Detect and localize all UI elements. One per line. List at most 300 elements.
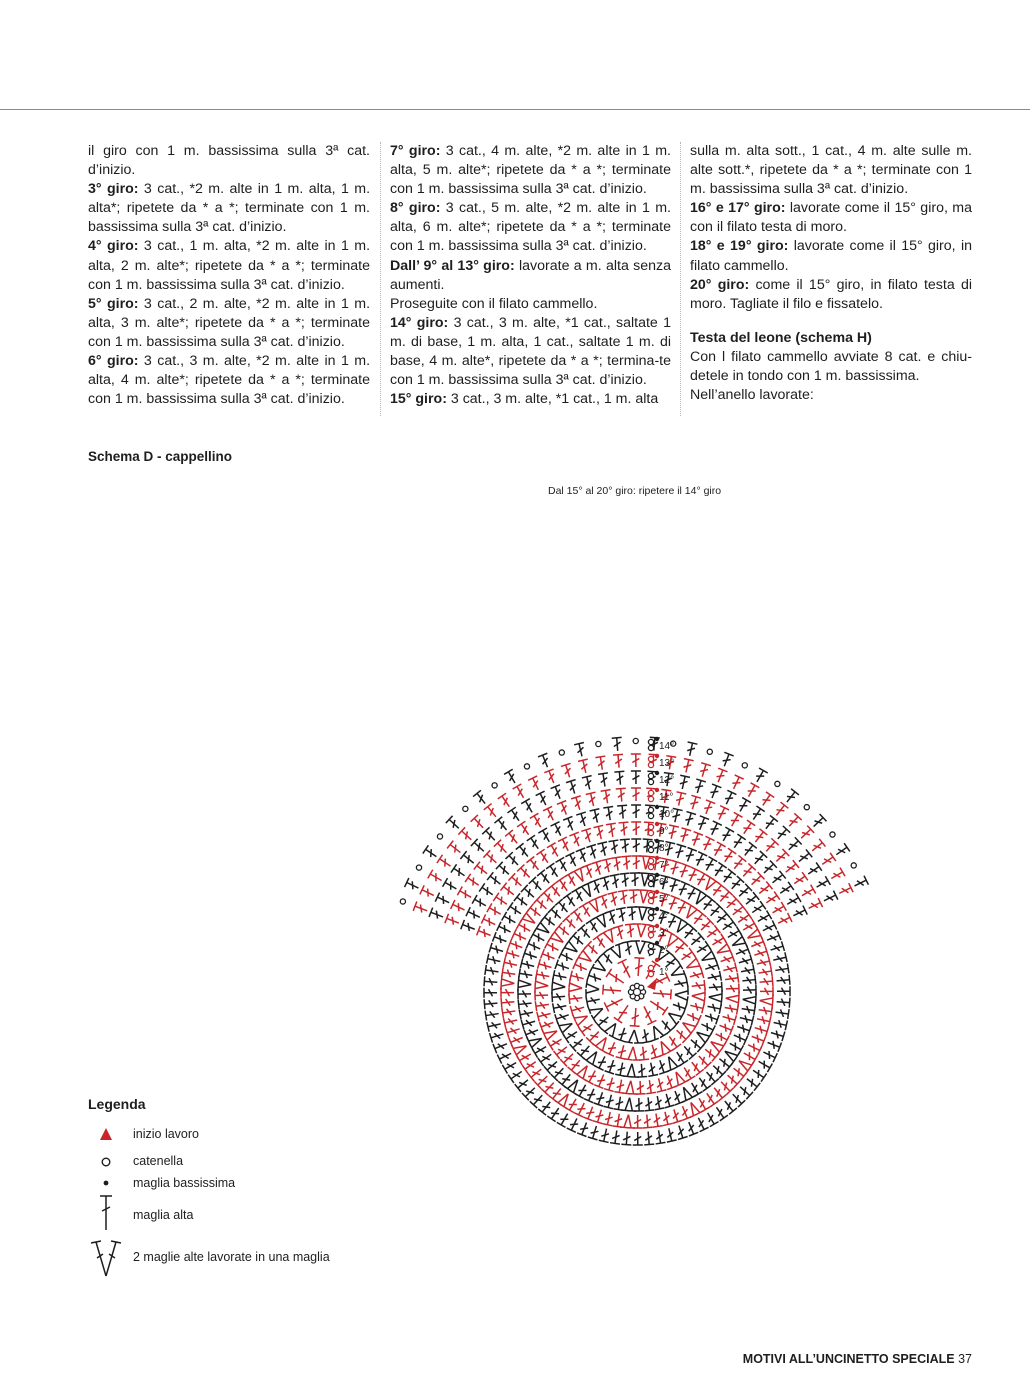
treble-stitch [599,1129,609,1143]
treble-stitch [543,806,553,820]
chain-stitch [648,898,653,903]
increase-stitch [692,989,705,1005]
treble-stitch [734,855,746,868]
treble-stitch [681,948,694,960]
treble-stitch [617,805,627,818]
treble-stitch [656,1130,666,1144]
treble-stitch [708,1004,722,1014]
treble-stitch [586,792,596,806]
treble-stitch [570,1006,584,1016]
treble-stitch [692,832,703,846]
treble-stitch [657,1078,667,1092]
treble-stitch [666,955,679,967]
treble-stitch [570,932,583,944]
treble-stitch [711,903,724,916]
treble-stitch [621,856,631,869]
treble-stitch [420,885,434,896]
instruction-paragraph [88,352,370,409]
treble-stitch [551,785,561,799]
increase-stitch [625,1030,642,1043]
chart-note: Dal 15° al 20° giro: ripetere il 14° giro [548,485,722,497]
treble-stitch [714,842,726,856]
treble-stitch [497,1053,511,1063]
treble-stitch [802,885,816,896]
treble-stitch [585,1071,596,1085]
treble-stitch [555,1014,569,1023]
treble-stitch [727,895,740,908]
treble-stitch [538,753,548,767]
treble-stitch [717,768,728,782]
increase-stitch [760,994,773,1009]
increase-stitch [675,987,688,1004]
treble-stitch [600,950,612,963]
paragraph-gap [690,314,972,329]
treble-stitch [457,887,471,899]
chain-stitch [416,865,421,870]
treble-stitch [536,791,546,805]
treble-stitch [650,1001,668,1015]
treble-stitch [606,823,616,837]
increase-stitch [501,975,514,990]
treble-stitch [777,998,790,1008]
chain-stitch [648,779,653,784]
round-heading: Dall’ 9° al 13° giro: [390,257,515,274]
treble-stitch [759,881,772,893]
treble-stitch [548,906,561,919]
treble-stitch [753,806,765,820]
treble-stitch [772,871,785,883]
increase-stitch [586,980,599,997]
treble-stitch [739,954,753,964]
treble-stitch [631,788,641,801]
chain-stitch [648,909,653,914]
instruction-paragraph [88,180,370,237]
treble-stitch [634,1098,644,1111]
treble-stitch [648,1063,658,1077]
treble-stitch [535,991,548,1001]
instruction-paragraph [690,142,972,199]
treble-stitch [582,864,592,878]
treble-stitch [545,940,559,951]
increase-stitch [623,1064,639,1077]
increase-stitch [697,1032,712,1046]
treble-stitch [621,1132,631,1145]
treble-stitch [534,1076,547,1089]
treble-stitch [692,1083,703,1097]
chain-stitch [400,899,405,904]
treble-stitch [755,1026,769,1037]
treble-stitch [502,967,516,977]
treble-stitch [513,784,524,798]
treble-stitch [576,848,586,862]
treble-stitch [794,872,808,883]
round-label: 13° [659,758,675,769]
treble-stitch [721,1082,734,1095]
round-label: 7° [659,860,669,871]
treble-stitch [824,891,838,901]
round-heading: 6° giro: [88,353,139,370]
paragraph-text: 3 cat., 2 m. alte, *2 m. alte in 1 m. alta, 3 m. alte*; ripetete da * a *; terminate con 1 m. bassissima sulla 3ª cat. d’inizio. [88,295,371,350]
treble-stitch [778,913,792,923]
treble-stitch [458,827,471,839]
treble-stitch [581,828,591,842]
treble-stitch [631,754,641,767]
increase-stitch [548,929,563,943]
start-triangle-icon [88,1124,128,1154]
text-column-1 [88,142,370,409]
increase-stitch [709,990,722,1006]
treble-stitch [484,999,497,1009]
treble-stitch [501,998,514,1008]
treble-stitch [607,892,617,906]
treble-stitch [494,817,506,830]
treble-stitch [546,863,557,877]
treble-stitch [676,844,687,858]
paragraph-text: come il 15° giro, in filato testa di moro. Tagliate il filo e fissatelo. [690,276,972,312]
treble-stitch [586,997,600,1007]
treble-stitch [482,827,495,840]
treble-stitch [674,977,688,987]
treble-stitch [625,924,635,937]
treble-stitch [755,851,767,864]
treble-stitch [498,793,509,807]
treble-stitch [563,1032,577,1043]
round-heading: 4° giro: [88,238,139,255]
round-heading: 5° giro: [88,295,139,312]
treble-stitch [613,925,623,939]
treble-stitch [673,1109,683,1123]
increase-stitch [726,991,739,1006]
treble-stitch [732,775,743,789]
treble-stitch [633,1132,643,1145]
treble-stitch [613,1097,623,1111]
treble-stitch [485,965,499,975]
treble-stitch [836,843,850,854]
treble-stitch [487,1022,501,1032]
treble-stitch [771,941,785,951]
treble-stitch [747,1079,760,1091]
treble-stitch [739,884,752,897]
treble-stitch [687,1013,701,1024]
paragraph-text: Nell’anello lavorate: [690,387,814,404]
treble-stitch [698,816,709,830]
treble-stitch [720,888,732,901]
treble-stitch [601,858,611,872]
text-column-2 [390,142,671,409]
increase-stitch [569,979,582,995]
treble-stitch [723,962,737,972]
treble-stitch [676,792,686,806]
round-label: 9° [659,826,669,837]
treble-stitch [604,999,622,1011]
treble-stitch [690,1003,704,1013]
treble-stitch [571,796,581,810]
text-column-3 [690,142,972,405]
treble-stitch [700,763,711,777]
increase-stitch [677,917,691,932]
treble-stitch [586,1032,599,1045]
round-heading: 8° giro: [390,200,441,217]
treble-stitch [502,1008,516,1018]
treble-stitch [537,1012,551,1022]
schema-title: Schema D - cappellino [88,449,233,464]
treble-stitch [428,870,442,882]
treble-stitch [548,1039,562,1050]
treble-stitch [685,812,696,826]
treble-stitch [705,960,719,969]
treble-stitch [573,960,587,971]
treble-stitch [519,1010,533,1020]
treble-stitch [725,973,739,983]
instruction-paragraph [390,142,671,199]
treble-stitch [631,771,641,784]
treble-stitch [678,900,689,914]
treble-stitch [502,912,516,924]
treble-stitch [483,850,496,862]
column-separator [680,142,681,416]
chain-stitch [648,858,653,863]
treble-stitch [722,827,734,841]
treble-stitch [557,801,567,815]
round-label: 10° [659,809,675,820]
treble-stitch [563,816,573,830]
treble-stitch [585,941,598,954]
treble-stitch [522,1088,535,1101]
treble-stitch [505,830,517,843]
treble-stitch [659,1060,668,1074]
treble-stitch [471,839,484,851]
treble-stitch [736,945,750,955]
treble-stitch [612,737,622,750]
treble-stitch [443,878,457,890]
paragraph-text: 3 cat., 5 m. alte, *2 m. alte in 1 m. alta, 6 m. alte*; ripetete da * a *; terminate con 1 m. bassissima sulla 3ª cat. d’inizio. [390,200,671,255]
round-heading: 7° giro: [390,143,441,159]
treble-stitch [527,835,538,849]
treble-stitch [745,842,757,855]
treble-stitch [671,860,682,874]
treble-stitch [577,1123,588,1137]
treble-stitch [689,1122,699,1136]
increase-stitch [602,1024,616,1039]
treble-stitch [633,1115,643,1128]
treble-stitch [479,883,493,895]
treble-stitch [744,1052,758,1064]
treble-stitch [766,891,780,902]
increase-stitch [518,976,531,991]
treble-stitch [516,920,530,932]
treble-stitch [489,943,503,954]
instruction-paragraph [690,199,972,237]
treble-stitch [577,1046,589,1059]
treble-stitch [505,948,519,959]
treble-stitch [605,1042,616,1056]
treble-stitch [530,813,541,827]
round-label: 2° [659,945,669,956]
increase-stitch [535,977,548,992]
increase-stitch [668,931,682,946]
increase-stitch [711,1042,726,1056]
slip-stitch [655,958,659,962]
round-label: 4° [659,911,669,922]
chain-stitch [463,806,468,811]
treble-stitch [497,922,511,933]
treble-stitch [723,1014,737,1025]
paragraph-text: lavorate come il 15° giro, in filato cammello. [690,238,972,274]
instruction-paragraph [690,276,972,314]
treble-stitch [603,1112,613,1126]
increase-stitch [620,1115,635,1128]
treble-stitch [496,862,509,874]
treble-stitch [447,841,460,853]
treble-stitch [643,1115,653,1128]
treble-stitch [728,926,742,937]
treble-stitch [567,1118,578,1132]
legend-item-increase: 2 maglie alte lavorate in una maglia [88,1236,408,1282]
treble-stitch [429,908,443,919]
treble-stitch [764,860,777,873]
treble-stitch [630,1008,640,1026]
treble-stitch [760,976,773,986]
treble-stitch [774,1020,788,1030]
treble-stitch [555,960,569,971]
treble-stitch [521,885,534,897]
increase-stitch [583,1052,597,1067]
treble-stitch [703,836,714,850]
treble-stitch-icon [88,1193,128,1235]
chain-stitch [648,864,653,869]
treble-stitch [593,825,603,839]
increase-v-icon [88,1236,128,1282]
treble-stitch [675,940,688,953]
treble-stitch [540,889,553,902]
treble-stitch [517,865,530,878]
treble-stitch [627,907,637,920]
paragraph-text: 3 cat., *2 m. alte in 1 m. alta, 1 m. alta*; ripetete da * a *; terminate con 1 m. bassissima sulla 3ª cat. d’inizio. [88,181,371,236]
chain-stitch [648,790,653,795]
treble-stitch [710,784,721,798]
treble-stitch [517,1054,531,1065]
treble-stitch [713,1066,726,1079]
treble-stitch [569,832,579,846]
increase-stitch [576,947,591,961]
treble-stitch [503,1018,517,1028]
treble-stitch [653,1114,663,1128]
treble-stitch [766,838,778,851]
treble-stitch [814,814,827,827]
treble-stitch [644,1006,656,1024]
treble-stitch [701,918,714,931]
treble-stitch [477,926,491,937]
increase-stitch [574,1066,588,1081]
treble-stitch [538,828,549,842]
treble-stitch [473,790,485,803]
treble-stitch [809,898,823,908]
treble-stitch [748,783,760,797]
treble-stitch [691,932,704,944]
increase-stitch [669,1013,684,1027]
treble-stitch [704,800,715,814]
treble-stitch [763,920,777,930]
page-footer [743,1352,972,1366]
treble-stitch [799,849,812,861]
treble-stitch [605,1060,616,1074]
treble-stitch [570,1039,583,1051]
treble-stitch [535,1001,549,1011]
treble-stitch [690,968,704,978]
treble-stitch [718,806,729,820]
chain-stitch [648,965,653,970]
treble-stitch [719,1059,732,1071]
treble-stitch [613,754,623,767]
treble-stitch [437,855,451,867]
treble-stitch [484,976,497,986]
treble-stitch [507,807,518,821]
treble-stitch [521,799,532,813]
treble-stitch [673,1003,687,1014]
round-label: 8° [659,843,669,854]
treble-stitch [740,1087,753,1099]
chain-stitch [633,738,638,743]
increase-stitch [634,924,650,937]
round-label: 1° [659,967,669,978]
treble-stitch [445,914,459,925]
treble-stitch [611,857,621,871]
chain-stitch [648,892,653,897]
treble-stitch [808,862,822,873]
chain-stitch [524,764,529,769]
treble-stitch [568,1060,580,1073]
instruction-paragraph [88,237,370,294]
treble-stitch [618,822,628,835]
treble-stitch [604,1078,615,1092]
treble-stitch [812,839,825,851]
treble-stitch [631,805,641,818]
treble-stitch [776,849,789,862]
treble-stitch [520,958,534,968]
treble-stitch [565,1099,577,1113]
treble-stitch [530,1095,542,1108]
treble-stitch [743,985,756,995]
treble-stitch [566,780,576,794]
treble-stitch [516,843,528,856]
treble-stitch [502,1063,516,1074]
paragraph-text: sulla m. alta sott., 1 cat., 4 m. alte sulle m. alte sott.*, ripetete da * a *; terminate con 1 m. bassissima sulla 3ª cat. d’inizio. [690,143,972,198]
treble-stitch [710,821,721,835]
chain-stitch [648,881,653,886]
treble-stitch [557,1114,569,1128]
chain-stitch [775,781,780,786]
round-label: 5° [659,894,669,905]
increase-stitch [687,903,701,918]
treble-stitch [733,1094,746,1107]
treble-stitch [709,982,722,992]
treble-stitch [701,1023,715,1034]
chain-stitch [648,971,653,976]
treble-stitch [601,790,611,804]
chain-stitch [648,762,653,767]
treble-stitch [494,840,507,853]
treble-stitch [547,843,558,857]
treble-stitch [699,1098,710,1112]
chain-stitch [648,773,653,778]
treble-stitch [728,1075,741,1087]
treble-stitch [644,1132,654,1145]
treble-stitch [734,1068,747,1080]
treble-stitch [677,1030,690,1043]
treble-stitch [677,1052,688,1066]
treble-stitch [609,874,619,888]
treble-stitch [593,1110,604,1124]
